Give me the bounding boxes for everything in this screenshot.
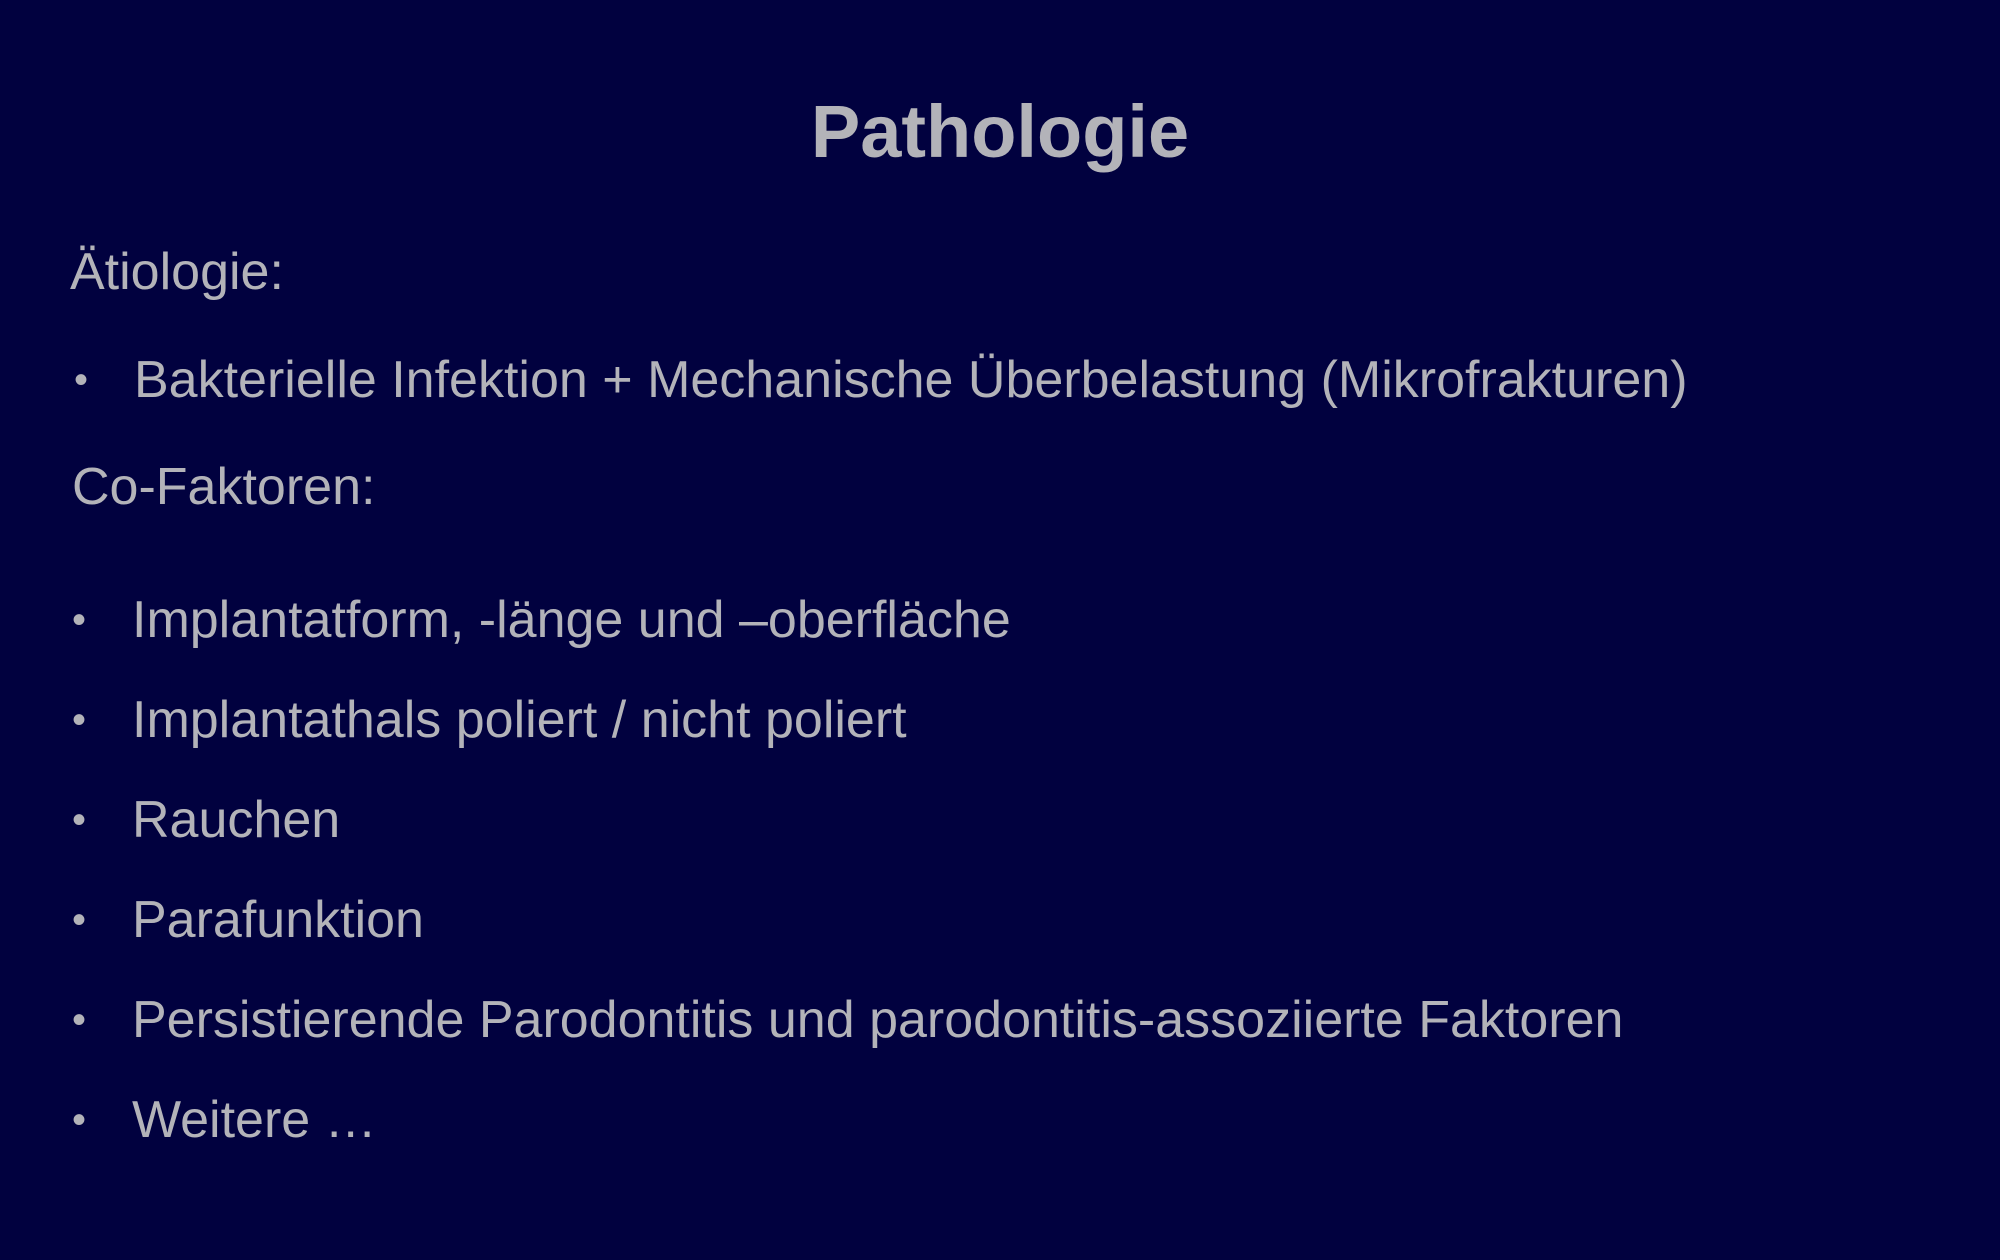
cofactor-item-text: Rauchen [132, 791, 341, 849]
etiology-item-text: Bakterielle Infektion + Mechanische Überbelastung (Mikrofrakturen) [134, 351, 1688, 409]
bullet-icon: • [72, 998, 87, 1042]
bullet-icon: • [72, 798, 87, 842]
cofactor-item-text: Implantatform, -länge und –oberfläche [132, 591, 1011, 649]
cofactors-heading: Co-Faktoren: [72, 458, 376, 516]
bullet-icon: • [72, 598, 87, 642]
bullet-icon: • [72, 698, 87, 742]
bullet-icon: • [72, 1098, 87, 1142]
bullet-icon: • [74, 358, 89, 402]
cofactor-item-text: Parafunktion [132, 891, 424, 949]
bullet-icon: • [72, 898, 87, 942]
cofactor-item-text: Implantathals poliert / nicht poliert [132, 691, 907, 749]
slide-title: Pathologie [810, 90, 1190, 173]
etiology-heading: Ätiologie: [70, 243, 284, 301]
cofactor-item-text: Weitere … [132, 1091, 377, 1149]
cofactor-item-text: Persistierende Parodontitis und parodontitis-assoziierte Faktoren [132, 991, 1624, 1049]
